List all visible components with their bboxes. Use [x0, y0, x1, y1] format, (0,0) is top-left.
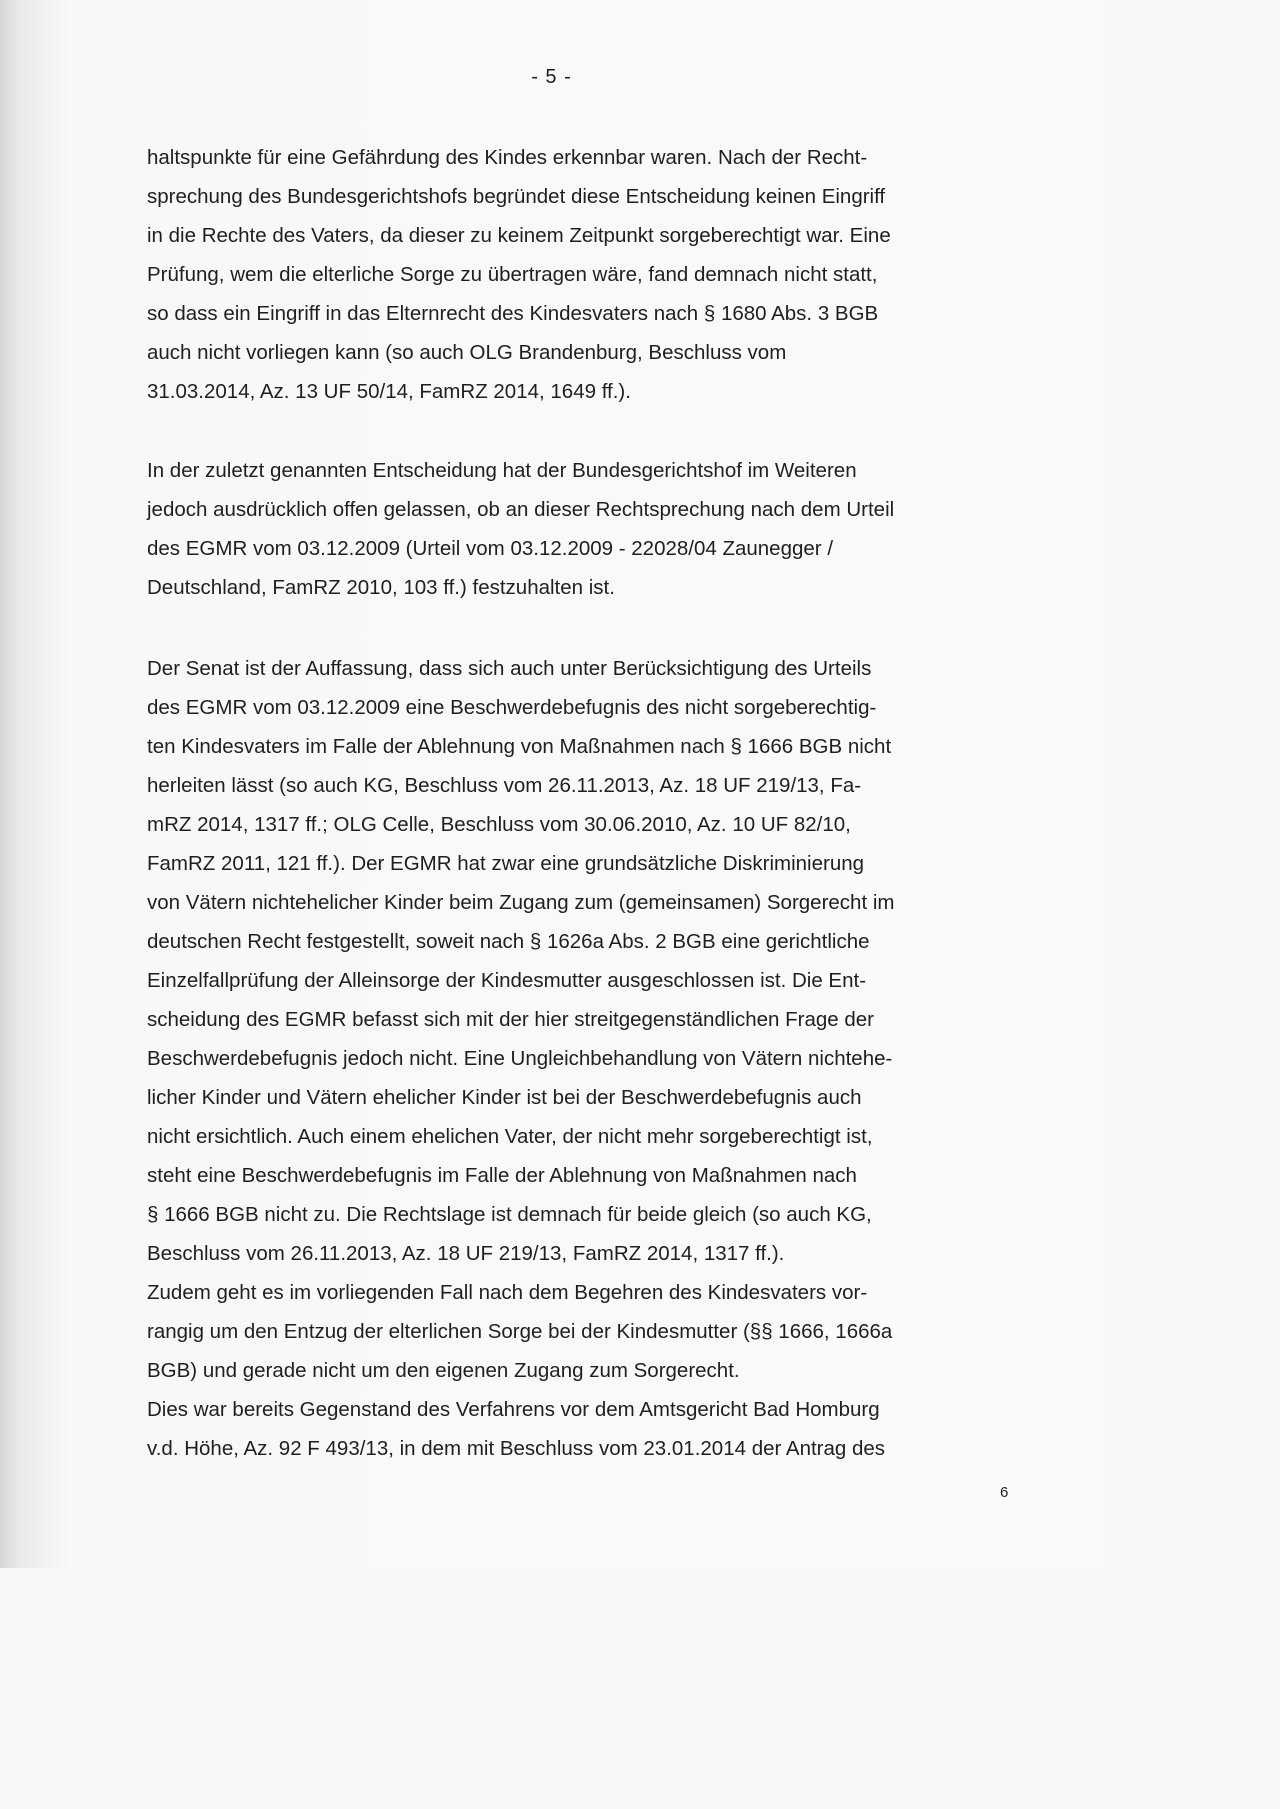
text-line: licher Kinder und Vätern ehelicher Kinder ist bei der Beschwerdebefugnis auch	[147, 1086, 862, 1109]
text-line: Der Senat ist der Auffassung, dass sich auch unter Berücksichtigung des Urteils	[147, 657, 872, 680]
text-line: ten Kindesvaters im Falle der Ablehnung von Maßnahmen nach § 1666 BGB nicht	[147, 735, 892, 758]
page-number: - 5 -	[531, 66, 572, 88]
text-line: herleiten lässt (so auch KG, Beschluss vom 26.11.2013, Az. 18 UF 219/13, Fa-	[147, 774, 862, 797]
text-line: jedoch ausdrücklich offen gelassen, ob an dieser Rechtsprechung nach dem Urteil	[147, 498, 895, 521]
text-line: rangig um den Entzug der elterlichen Sorge bei der Kindesmutter (§§ 1666, 1666a	[147, 1320, 893, 1343]
text-line: In der zuletzt genannten Entscheidung hat der Bundesgerichtshof im Weiteren	[147, 459, 857, 482]
text-line: Prüfung, wem die elterliche Sorge zu übertragen wäre, fand demnach nicht statt,	[147, 263, 878, 286]
text-line: sprechung des Bundesgerichtshofs begründet diese Entscheidung keinen Eingriff	[147, 185, 886, 208]
text-line: deutschen Recht festgestellt, soweit nach § 1626a Abs. 2 BGB eine gerichtliche	[147, 930, 870, 953]
text-line: steht eine Beschwerdebefugnis im Falle der Ablehnung von Maßnahmen nach	[147, 1164, 857, 1187]
text-line: des EGMR vom 03.12.2009 (Urteil vom 03.12.2009 - 22028/04 Zaunegger /	[147, 537, 834, 560]
text-line: v.d. Höhe, Az. 92 F 493/13, in dem mit Beschluss vom 23.01.2014 der Antrag des	[147, 1437, 886, 1460]
paragraph-1	[147, 138, 977, 411]
text-line: BGB) und gerade nicht um den eigenen Zugang zum Sorgerecht.	[147, 1359, 740, 1382]
text-line: Beschwerdebefugnis jedoch nicht. Eine Ungleichbehandlung von Vätern nichtehe-	[147, 1047, 893, 1070]
text-line: Deutschland, FamRZ 2010, 103 ff.) festzuhalten ist.	[147, 576, 615, 599]
text-line: des EGMR vom 03.12.2009 eine Beschwerdebefugnis des nicht sorgeberechtig-	[147, 696, 877, 719]
margin-page-number: 6	[1000, 1484, 1009, 1501]
text-line: haltspunkte für eine Gefährdung des Kindes erkennbar waren. Nach der Recht-	[147, 146, 868, 169]
text-line: so dass ein Eingriff in das Elternrecht des Kindesvaters nach § 1680 Abs. 3 BGB	[147, 302, 879, 325]
text-line: von Vätern nichtehelicher Kinder beim Zugang zum (gemeinsamen) Sorgerecht im	[147, 891, 895, 914]
paragraph-3	[147, 649, 977, 1468]
text-line: § 1666 BGB nicht zu. Die Rechtslage ist demnach für beide gleich (so auch KG,	[147, 1203, 872, 1226]
text-line: auch nicht vorliegen kann (so auch OLG Brandenburg, Beschluss vom	[147, 341, 787, 364]
text-line: Dies war bereits Gegenstand des Verfahrens vor dem Amtsgericht Bad Homburg	[147, 1398, 880, 1421]
text-line: Einzelfallprüfung der Alleinsorge der Kindesmutter ausgeschlossen ist. Die Ent-	[147, 969, 867, 992]
text-line: 31.03.2014, Az. 13 UF 50/14, FamRZ 2014, 1649 ff.).	[147, 380, 631, 403]
text-line: Zudem geht es im vorliegenden Fall nach dem Begehren des Kindesvaters vor-	[147, 1281, 868, 1304]
paragraph-2	[147, 451, 977, 607]
text-line: scheidung des EGMR befasst sich mit der hier streitgegenständlichen Frage der	[147, 1008, 874, 1031]
text-line: Beschluss vom 26.11.2013, Az. 18 UF 219/13, FamRZ 2014, 1317 ff.).	[147, 1242, 785, 1265]
text-line: FamRZ 2011, 121 ff.). Der EGMR hat zwar eine grundsätzliche Diskriminierung	[147, 852, 865, 875]
text-line: mRZ 2014, 1317 ff.; OLG Celle, Beschluss vom 30.06.2010, Az. 10 UF 82/10,	[147, 813, 851, 836]
text-line: in die Rechte des Vaters, da dieser zu keinem Zeitpunkt sorgeberechtigt war. Eine	[147, 224, 891, 247]
text-line: nicht ersichtlich. Auch einem ehelichen Vater, der nicht mehr sorgeberechtigt ist,	[147, 1125, 873, 1148]
